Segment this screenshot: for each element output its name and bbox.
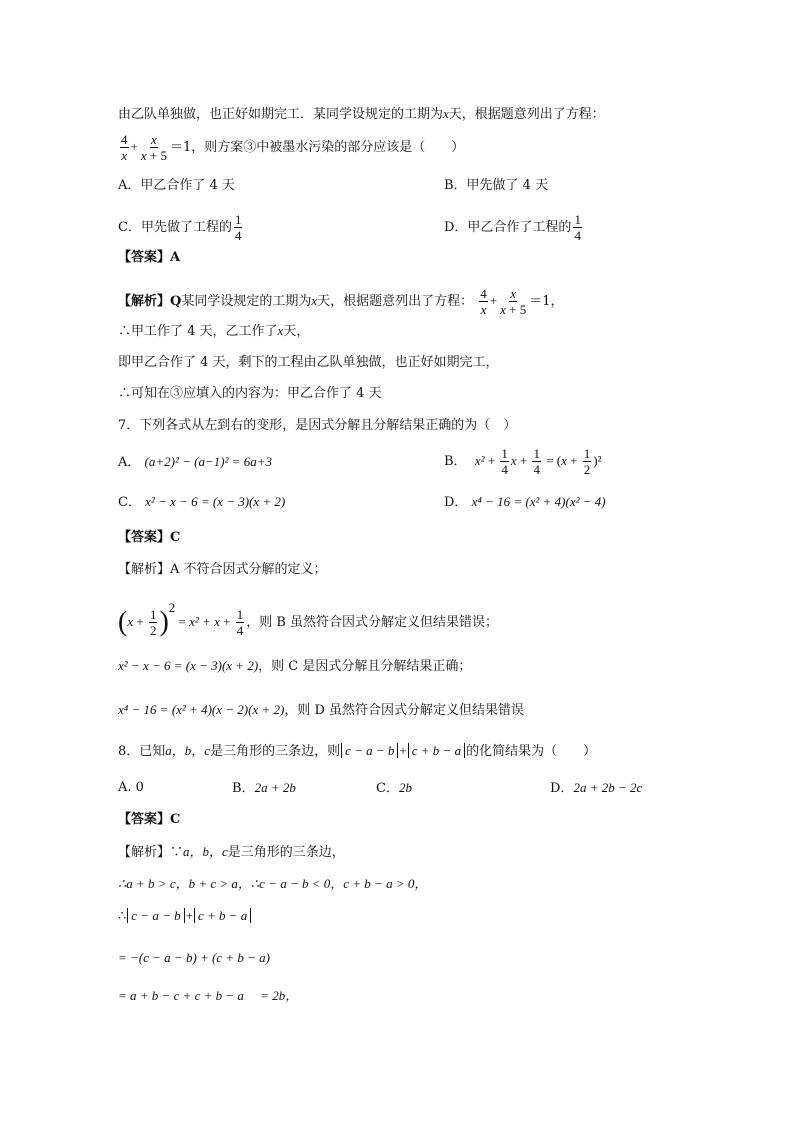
q7-option-b-label: B． — [444, 454, 467, 469]
q7-analysis-eq3: x² − x − 6 = (x − 3)(x + 2) — [118, 658, 259, 673]
q6-analysis-frac-4-over-x: $\frac{4}{x}$ — [480, 286, 487, 317]
q6-analysis-text2b: 天， — [283, 324, 310, 339]
q6-equation-tail: ＝1，则方案③中被墨水污染的部分应该是（ ） — [169, 140, 465, 155]
q7-option-a-label: A． — [118, 455, 141, 470]
q8-analysis-line2: ∴a + b > c，b + c > a，∴c − a − b < 0，c + b − a > 0， — [118, 876, 428, 891]
q8-option-a: A. 0 — [118, 780, 144, 795]
q8-stem-d: 的化简结果为（ ） — [466, 744, 597, 759]
q6-equation-line: $\frac{4}{x}$ + $\frac{x}{x + 5}$ ＝1，则方案③中被墨水污染的部分应该是（ ） — [121, 132, 465, 163]
q6-analysis-text1b: 天，根据题意列出了方程： — [317, 294, 474, 309]
q8-analysis-text1b: 是三角形的三条边， — [227, 845, 345, 860]
q6-option-d-frac: $\frac{1}{4}$ — [574, 212, 581, 243]
q8-abs2: c + b − a — [408, 743, 465, 758]
q7-analysis-text4: ，则 D 虽然符合因式分解定义但结果错误 — [284, 703, 525, 718]
q6-analysis-line2 — [118, 321, 309, 342]
q6-option-b: B．甲先做了 4 天 — [444, 178, 549, 193]
q6-option-d — [444, 212, 584, 243]
q7-option-d — [444, 492, 606, 513]
q8-option-d-label: D． — [550, 781, 574, 796]
q8-option-b-expr: 2a + 2b — [254, 780, 296, 795]
q7-analysis-text2: ，则 B 虽然符合因式分解定义但结果错误； — [246, 615, 499, 630]
q6-option-c-text: C．甲先做了工程的 — [118, 220, 232, 235]
q7-option-c-label: C． — [118, 495, 141, 510]
q8-answer: 【答案】C — [118, 812, 181, 827]
q6-intro-line — [118, 104, 605, 125]
q6-analysis-text1c: ＝1， — [529, 294, 564, 309]
q8-option-b-label: B． — [232, 781, 255, 796]
q7-analysis-line4 — [118, 700, 524, 721]
q7-analysis-eq4: x⁴ − 16 = (x² + 4)(x − 2)(x + 2) — [118, 702, 285, 717]
q8-option-c-label: C． — [376, 781, 399, 796]
q6-var-x: x — [443, 106, 449, 121]
q6-analysis-x2: x — [277, 323, 284, 338]
q8-stem-a: 8．已知 — [118, 744, 166, 759]
q6-analysis-line1: 【解析】Q某同学设规定的工期为x天，根据题意列出了方程： $\frac{4}{x}$ + $\frac{x}{x + 5}$ ＝1， — [118, 286, 564, 317]
q8-analysis-text1a: 【解析】∵ — [118, 845, 184, 860]
q6-analysis-label: 【解析】 — [118, 294, 171, 309]
q6-analysis-q: Q — [170, 294, 182, 309]
q8-abs1: c − a − b — [341, 743, 398, 758]
q7-analysis-line2: (x + $\frac{1}{2}$ )2 = x² + x + $\frac{1}{4}$ ，则 B 虽然符合因式分解定义但结果错误； — [118, 600, 499, 638]
q7-option-a-expr: (a+2)² − (a−1)² = 6a+3 — [144, 454, 273, 469]
q7-option-d-label: D． — [444, 495, 468, 510]
q8-analysis-abs1: c − a − b — [127, 908, 184, 923]
q6-answer: 【答案】A — [118, 250, 181, 265]
q7-option-c-expr: x² − x − 6 = (x − 3)(x + 2) — [145, 494, 286, 509]
q6-option-c-frac: $\frac{1}{4}$ — [234, 212, 242, 243]
q7-analysis-line1: 【解析】A 不符合因式分解的定义； — [118, 562, 327, 577]
q6-option-c — [118, 212, 244, 243]
q6-intro-text: 由乙队单独做，也正好如期完工．某同学设规定的工期为 — [118, 107, 444, 122]
q8-option-d — [550, 778, 642, 799]
q8-analysis-line1 — [118, 842, 345, 863]
q8-analysis-line4: = −(c − a − b) + (c + b − a) — [118, 950, 271, 965]
q7-analysis-text3: ，则 C 是因式分解且分解结果正确； — [258, 659, 472, 674]
q8-option-c-expr: 2b — [398, 780, 412, 795]
q8-analysis-abs2: c + b − a — [194, 908, 251, 923]
q8-stem: 8．已知a，b，c是三角形的三条边，则 c − a − b + c + b − a 的化简结果为（ ） — [118, 743, 597, 759]
q7-option-b: B． x² + $\frac{1}{4}$ x + $\frac{1}{4}$ = (x + $\frac{1}{2}$ )² — [444, 446, 602, 477]
q8-analysis-line3: ∴ c − a − b + c + b − a — [118, 906, 252, 927]
q6-frac-4-over-x: $\frac{4}{x}$ — [121, 132, 128, 163]
q7-answer: 【答案】C — [118, 530, 181, 545]
q6-frac-x-over-x5: $\frac{x}{x + 5}$ — [140, 132, 167, 163]
q8-analysis-line5: = a + b − c + c + b − a = 2b， — [118, 988, 299, 1003]
q6-intro-tail: 天，根据题意列出了方程： — [448, 107, 605, 122]
q7-option-d-expr: x⁴ − 16 = (x² + 4)(x² − 4) — [471, 494, 606, 509]
q6-option-a: A．甲乙合作了 4 天 — [118, 178, 235, 193]
q6-option-d-text: D．甲乙合作了工程的 — [444, 220, 572, 235]
q6-analysis-line4: ∴可知在③应填入的内容为：甲乙合作了 4 天 — [118, 386, 382, 401]
q7-analysis-line3 — [118, 656, 471, 677]
q8-option-d-expr: 2a + 2b − 2c — [573, 780, 643, 795]
q7-option-a — [118, 452, 272, 473]
q8-stem-c: 是三角形的三条边，则 — [210, 744, 341, 759]
q6-analysis-line3: 即甲乙合作了 4 天，剩下的工程由乙队单独做，也正好如期完工， — [118, 355, 499, 370]
q8-stem-vars: a，b，c — [165, 743, 211, 758]
q6-analysis-text1: 某同学设规定的工期为 — [181, 294, 312, 309]
q8-option-c — [376, 778, 412, 799]
q8-analysis-vars: a，b，c — [183, 844, 228, 859]
q7-stem: 7．下列各式从左到右的变形，是因式分解且分解结果正确的为（ ） — [118, 418, 517, 433]
q8-option-b — [232, 778, 296, 799]
q6-analysis-frac-x-over-x5: $\frac{x}{x + 5}$ — [500, 286, 527, 317]
q6-analysis-text2a: ∴甲工作了 4 天，乙工作了 — [118, 324, 278, 339]
q8-analysis-therefore: ∴ — [118, 909, 127, 924]
q7-option-c — [118, 492, 285, 513]
q6-analysis-x: x — [311, 293, 318, 308]
